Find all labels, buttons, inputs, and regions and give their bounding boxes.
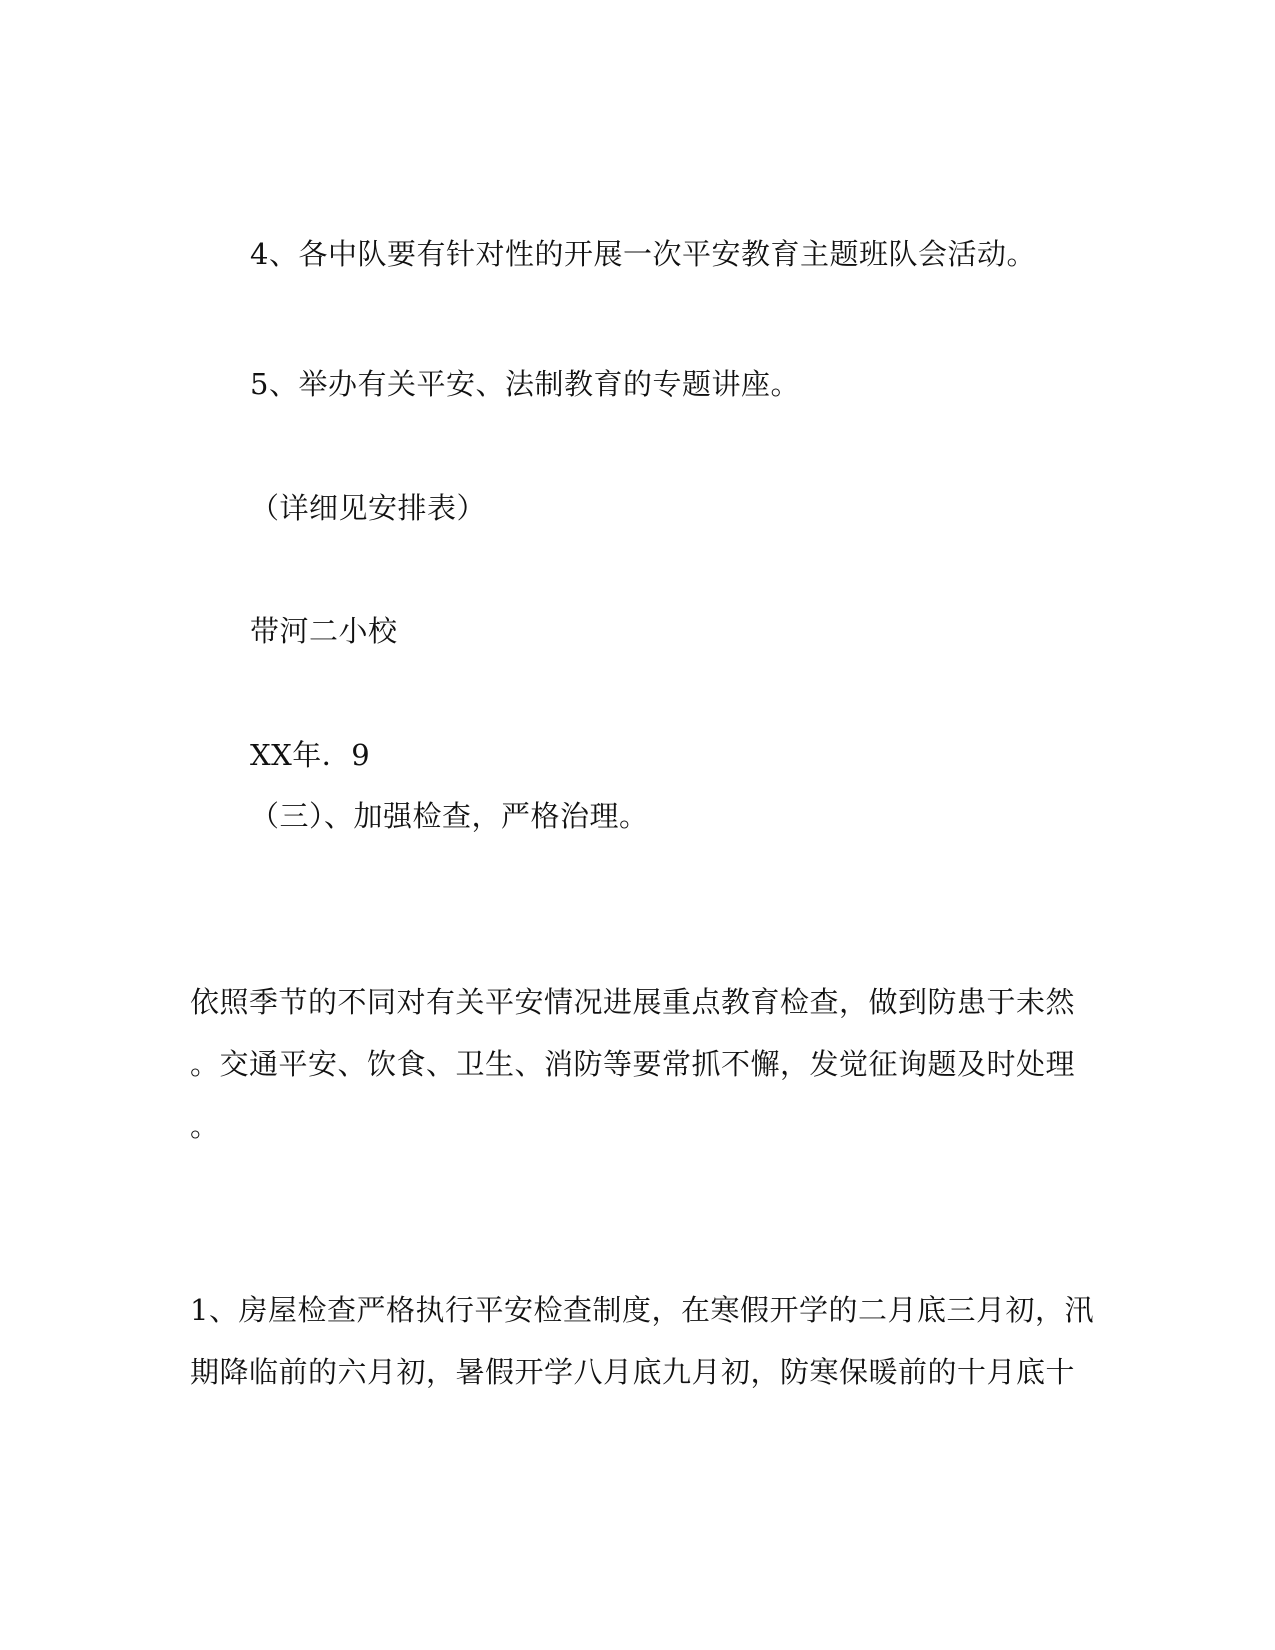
paragraph-1-line-1: 依照季节的不同对有关平安情况进展重点教育检查，做到防患于未然	[190, 985, 1076, 1019]
school-name: 带河二小校	[250, 614, 398, 648]
schedule-note: （详细见安排表）	[250, 491, 487, 525]
list-item-4: 4、各中队要有针对性的开展一次平安教育主题班队会活动。	[250, 237, 1036, 271]
paragraph-1-line-2: 。交通平安、饮食、卫生、消防等要常抓不懈，发觉征询题及时处理	[190, 1047, 1076, 1081]
paragraph-2-line-1: 1、房屋检查严格执行平安检查制度，在寒假开学的二月底三月初，汛	[190, 1293, 1094, 1327]
list-item-5: 5、举办有关平安、法制教育的专题讲座。	[250, 367, 800, 401]
document-date: XX年．9	[250, 738, 371, 772]
paragraph-2-line-2: 期降临前的六月初，暑假开学八月底九月初，防寒保暖前的十月底十	[190, 1355, 1076, 1389]
section-heading: （三）、加强检查，严格治理。	[250, 799, 649, 833]
paragraph-1-line-3: 。	[190, 1109, 220, 1143]
